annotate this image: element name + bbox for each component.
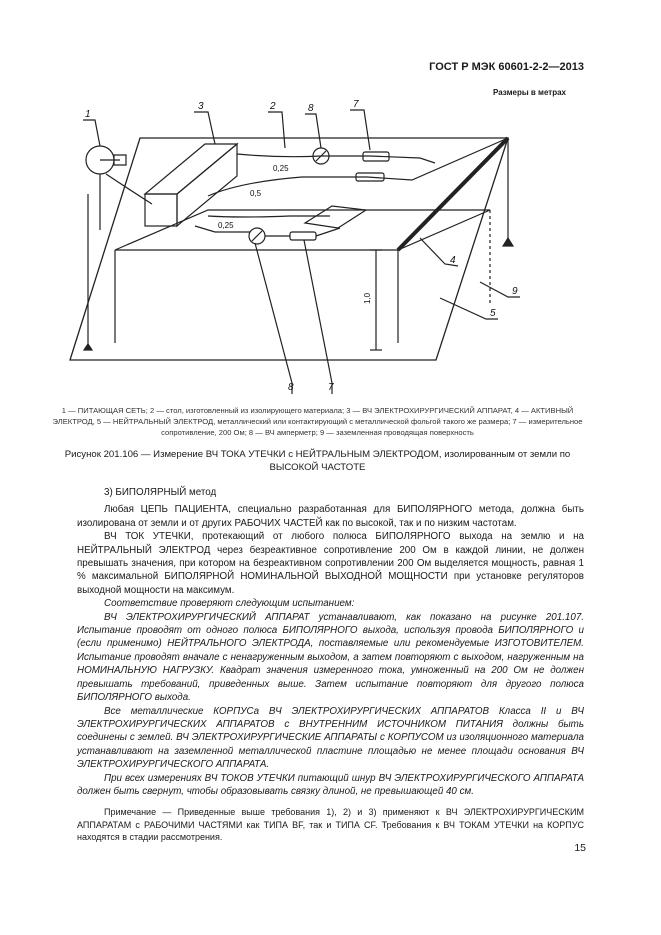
dimension-0-25-top: 0,25 xyxy=(273,164,289,173)
surface-thick-edge xyxy=(398,138,508,250)
figure-legend: 1 — ПИТАЮЩАЯ СЕТЬ; 2 — стол, изготовленный из изолирующего материала; 3 — ВЧ ЭЛЕКТРОХИРУРГИЧЕСКИЙ АППАРАТ, 4 — АКТИВНЫЙ ЭЛЕКТРОД, 5 — НЕЙТРАЛЬНЫЙ ЭЛЕКТРОД, металлический или контактирующий с металлической фольгой такого же размера; 7 — измерительное сопротивление, 200 Ом; 8 — ВЧ амперметр; 9 — заземленная проводящая поверхность xyxy=(52,406,583,437)
figure-201-106-diagram xyxy=(40,98,600,403)
callout-2: 2 xyxy=(270,101,276,112)
callout-8-bottom: 8 xyxy=(288,382,294,393)
callout-5: 5 xyxy=(490,308,496,319)
callout-1: 1 xyxy=(85,109,91,120)
body-text xyxy=(77,486,584,844)
paragraph: Любая ЦЕПЬ ПАЦИЕНТА, специально разработанная для БИПОЛЯРНОГО метода, должна быть изолирована от земли и от других РАБОЧИХ ЧАСТЕЙ как по высокой, так и по низким частотам. xyxy=(77,504,584,529)
callout-9: 9 xyxy=(512,286,518,297)
dimension-0-25-bottom: 0,25 xyxy=(218,221,234,230)
page-number: 15 xyxy=(574,842,586,854)
callout-4: 4 xyxy=(450,255,456,266)
hf-surgical-unit xyxy=(145,194,177,226)
callout-7-top: 7 xyxy=(353,99,359,110)
units-note: Размеры в метрах xyxy=(493,88,566,97)
dimension-height-1-0: 1,0 xyxy=(363,292,372,304)
figure-caption: Рисунок 201.106 — Измерение ВЧ ТОКА УТЕЧКИ с НЕЙТРАЛЬНЫМ ЭЛЕКТРОДОМ, изолированным от земли по ВЫСОКОЙ ЧАСТОТЕ xyxy=(64,449,571,473)
grounding-paragraph: Все металлические КОРПУСа ВЧ ЭЛЕКТРОХИРУРГИЧЕСКИХ АППАРАТОВ Класса II и ВЧ ЭЛЕКТРОХИРУРГИЧЕСКИХ АППАРАТОВ с ВНУТРЕННИМ ИСТОЧНИКОМ ПИТАНИЯ должны быть соединены с землей. ВЧ ЭЛЕКТРОХИРУРГИЧЕСКИЕ АППАРАТЫ с КОРПУСОМ из изоляционного материала устанавливают на заземленной металлической пластине площадью не менее площади основания ВЧ ЭЛЕКТРОХИРУРГИЧЕСКОГО АППАРАТА. xyxy=(77,705,584,771)
note: Примечание — Приведенные выше требования 1), 2) и 3) применяют к ВЧ ЭЛЕКТРОХИРУРГИЧЕСКИМ АППАРАТАМ с РАБОЧИМИ ЧАСТЯМИ как ТИПА BF, так и ТИПА CF. Требования к ВЧ ТОКАМ УТЕЧКИ на КОРПУС находятся в стадии рассмотрения. xyxy=(77,807,584,843)
test-procedure: ВЧ ЭЛЕКТРОХИРУРГИЧЕСКИЙ АППАРАТ устанавливают, как показано на рисунке 201.107. Испытание проводят от одного полюса БИПОЛЯРНОГО выхода, используя провода БИПОЛЯРНОГО и (если применимо) НЕЙТРАЛЬНОГО ЭЛЕКТРОДА, поставляемые или рекомендуемые ИЗГОТОВИТЕЛЕМ. Испытание проводят вначале с ненагруженным выходом, а затем повторяют с выходом, нагруженным на НОМИНАЛЬНУЮ НАГРУЗКУ. Квадрат значения измеренного тока, умноженный на 200 Ом не должен превышать требований, приведенных выше. Затем испытание повторяют для другого полюса БИПОЛЯРНОГО выхода. xyxy=(77,611,584,704)
active-electrode xyxy=(305,206,366,228)
paragraph: ВЧ ТОК УТЕЧКИ, протекающий от любого полюса БИПОЛЯРНОГО выхода на землю и на НЕЙТРАЛЬНЫЙ ЭЛЕКТРОД через безреактивное сопротивление 200 Ом в каждой линии, не должен превышать значения, при котором на безреактивном сопротивлении 200 Ом выделяется мощность, равная 1 % максимальной БИПОЛЯРНОЙ НОМИНАЛЬНОЙ ВЫХОДНОЙ МОЩНОСТИ при установке регуляторов выходной мощности на максимум. xyxy=(77,531,584,596)
section-heading: 3) БИПОЛЯРНЫЙ метод xyxy=(104,487,217,498)
callout-8-top: 8 xyxy=(308,103,314,114)
cord-paragraph: При всех измерениях ВЧ ТОКОВ УТЕЧКИ питающий шнур ВЧ ЭЛЕКТРОХИРУРГИЧЕСКОГО АППАРАТА должен быть свернут, чтобы образовывать связку длиной, не превышающей 40 см. xyxy=(77,772,584,797)
dimension-0-5: 0,5 xyxy=(250,189,262,198)
callout-7-bottom: 7 xyxy=(328,382,334,393)
measuring-resistor-bottom xyxy=(290,232,316,240)
grounded-conductive-surface xyxy=(70,138,508,360)
callout-3: 3 xyxy=(198,101,204,112)
compliance-intro: Соответствие проверяют следующим испытанием: xyxy=(104,598,355,610)
standard-header: ГОСТ Р МЭК 60601-2-2—2013 xyxy=(429,61,584,73)
